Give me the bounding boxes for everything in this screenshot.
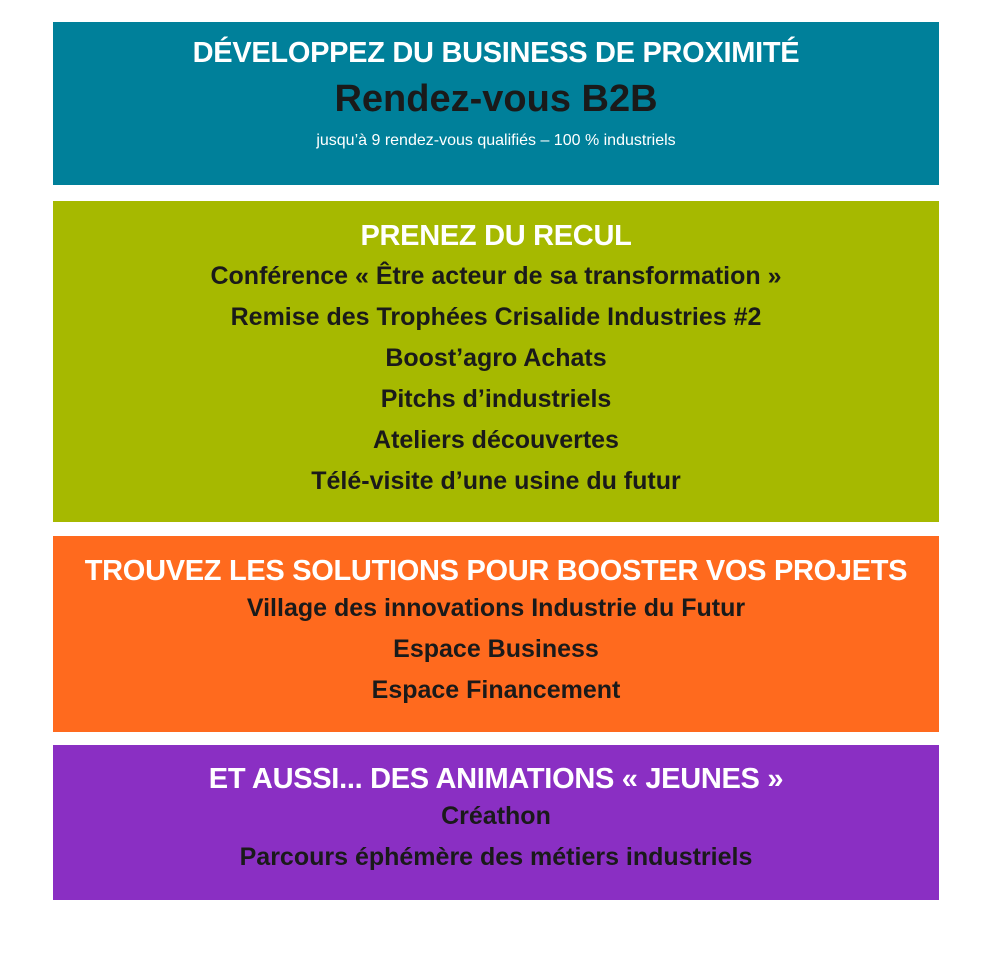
recul-item-boostagro: Boost’agro Achats [385, 344, 607, 372]
solutions-item-village: Village des innovations Industrie du Futur [246, 594, 746, 622]
recul-item-ateliers: Ateliers découvertes [373, 426, 619, 454]
b2b-heading: DÉVELOPPEZ DU BUSINESS DE PROXIMITÉ [192, 37, 800, 69]
recul-section [53, 201, 939, 522]
recul-item-trophees: Remise des Trophées Crisalide Industries #2 [230, 303, 762, 331]
animations-section [53, 745, 939, 900]
animations-item-creathon: Créathon [441, 802, 551, 830]
animations-item-parcours: Parcours éphémère des métiers industriels [239, 843, 753, 871]
recul-heading: PRENEZ DU RECUL [360, 220, 632, 252]
solutions-item-business: Espace Business [393, 635, 599, 663]
solutions-item-financement: Espace Financement [371, 676, 621, 704]
b2b-subtitle: jusqu’à 9 rendez-vous qualifiés – 100 % industriels [316, 132, 676, 149]
solutions-section [53, 536, 939, 732]
b2b-title: Rendez-vous B2B [334, 78, 658, 120]
recul-item-pitchs: Pitchs d’industriels [380, 385, 612, 413]
recul-item-conference: Conférence « Être acteur de sa transformation » [210, 262, 782, 290]
animations-heading: ET AUSSI... DES ANIMATIONS « JEUNES » [208, 763, 784, 795]
b2b-section [53, 22, 939, 185]
solutions-heading: TROUVEZ LES SOLUTIONS POUR BOOSTER VOS PROJETS [84, 555, 908, 587]
recul-item-televisite: Télé-visite d’une usine du futur [311, 467, 681, 495]
